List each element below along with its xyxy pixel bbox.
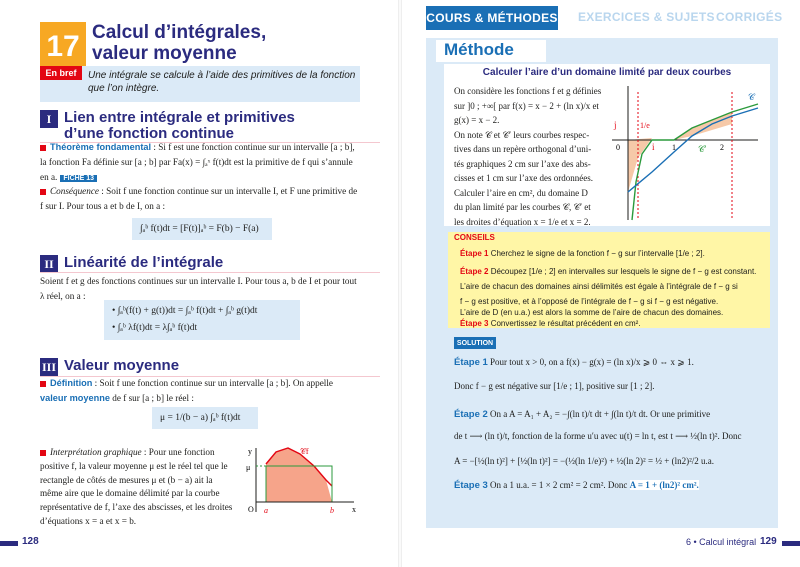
problem-text	[454, 84, 610, 229]
graph-label-cf: 𝒞f	[300, 447, 309, 456]
solution-line: A = −[½(ln t)²] + [½(ln t)²] = −(½(ln 1/e)²) + ½(ln 2)² = ½ + (ln2)²/2 u.a.	[454, 456, 715, 466]
formula-linearity	[104, 300, 300, 340]
graph-label-o: O	[248, 505, 254, 514]
section-title-2: Linéarité de l’intégrale	[64, 254, 224, 271]
chapter-footer: 6 • Calcul intégral	[686, 537, 757, 547]
section-badge-2: II	[40, 255, 58, 273]
graph-label-y: y	[248, 447, 252, 456]
en-bref-text: Une intégrale se calcule à l’aide des primitives de la fonction que l’on intègre.	[88, 70, 356, 94]
problem-line: tives dans un repère orthogonal d’uni-	[454, 144, 592, 154]
conseil-line: Étape 3 Convertissez le résultat précédent en cm².	[460, 319, 641, 328]
conseil-line: L’aire de D (en u.a.) est alors la somme de l’aire de chacun des domaines.	[460, 308, 724, 317]
section-title-1-line-1: Lien entre intégrale et primitives	[64, 109, 295, 126]
interpretation-text: : Pour une fonction positive f, la valeur moyenne μ est le réel tel que le rectangle de côtés de mesures μ et (b − a) ait la même aire que le domaine délimité par la courbe représentative de f, l’axe des abscisses, et les droites d’équations x = a et x = b.	[40, 447, 233, 526]
definition-term: valeur moyenne	[40, 393, 110, 403]
graph-label-one: 1	[672, 143, 676, 152]
problem-line: sur ]0 ; +∞[ par f(x) = x − 2 + (ln x)/x et	[454, 100, 599, 111]
solution-line: Étape 2 On a A = A₁ + A₂ = −∫(ln t)/t dt + ∫(ln t)/t dt. Or une primitive	[454, 409, 711, 420]
graph-label-inv-e: 1/e	[640, 121, 650, 130]
section-badge-3: III	[40, 358, 58, 376]
graph-label-x: x	[352, 505, 356, 514]
graph-label-zero: 0	[616, 143, 620, 152]
problem-line: Calculer l’aire en cm², du domaine D	[454, 187, 588, 198]
curve-c	[632, 104, 758, 220]
section-title-1-line-2: d’une fonction continue	[64, 125, 234, 142]
formula-fundamental: ∫ₐᵇ f(t)dt = [F(t)]ₐᵇ = F(b) − F(a)	[132, 218, 272, 240]
conseils-label: CONSEILS	[454, 233, 495, 242]
chapter-title-line-2: valeur moyenne	[92, 43, 237, 64]
graph-label-c: 𝒞	[748, 92, 755, 102]
consequence-label: Conséquence	[50, 186, 99, 196]
problem-line: On note 𝒞 et 𝒞′ leurs courbes respec-	[454, 129, 590, 140]
curves-graph	[612, 82, 762, 222]
problem-line: On considère les fonctions f et g définies	[454, 86, 602, 96]
consequence-text: : Soit f une fonction continue sur un intervalle I, et F une primitive de f sur I. Pour tous a et b de I, on a :	[40, 186, 358, 211]
conseil-line: f − g est positive, et à l’opposé de l’intégrale de f − g si f − g est négative.	[460, 297, 719, 306]
solution-line: Donc f − g est négative sur [1/e ; 1], positive sur [1 ; 2].	[454, 381, 655, 391]
definition-text: : Soit f une fonction continue sur un intervalle [a ; b]. On appelle	[92, 378, 333, 388]
graph-label-two: 2	[720, 143, 724, 152]
consequence-paragraph	[40, 184, 362, 214]
chapter-title	[92, 22, 352, 64]
section-divider	[40, 272, 380, 273]
solution-line: de t ⟶ (ln t)/t, fonction de la forme u′u avec u(t) = ln t, est t ⟶ ½(ln t)². Donc	[454, 431, 742, 441]
solution-line: Étape 3 On a 1 u.a. = 1 × 2 cm² = 2 cm². Donc A = 1 + (ln2)² cm².	[454, 480, 699, 491]
formula-mean: μ = 1/(b − a) ∫ₐᵇ f(t)dt	[152, 407, 258, 429]
definition-text-2: de f sur [a ; b] le réel :	[109, 393, 194, 403]
graph-label-c-prime: 𝒞′	[698, 144, 707, 154]
conseil-line: Étape 1 Cherchez le signe de la fonction f − g sur l’intervalle [1/e ; 2].	[460, 249, 705, 258]
page-number-right: 129	[760, 536, 777, 547]
section-title-3: Valeur moyenne	[64, 357, 180, 374]
chapter-number: 17	[40, 22, 86, 72]
footer-bar	[0, 541, 18, 546]
interpretation-label: Interprétation graphique	[50, 447, 142, 457]
bullet-square-icon	[40, 381, 46, 387]
problem-line: g(x) = x − 2.	[454, 115, 500, 125]
theorem-text: : Si f est une fonction continue sur un intervalle [a ; b], la fonction Fa définie sur [a ; b] par Fa(x) = ∫ₐˣ f(t)dt est la primitive de f qui s’annule en a.	[40, 142, 355, 182]
problem-line: cisses et 1 cm sur l’axe des ordonnées.	[454, 173, 593, 183]
en-bref-label: En bref	[40, 66, 82, 80]
interpretation-paragraph	[40, 446, 236, 529]
definition-label: Définition	[50, 378, 93, 388]
bullet-square-icon	[40, 450, 46, 456]
bullet-square-icon	[40, 145, 46, 151]
graph-label-b: b	[330, 506, 334, 515]
problem-line: du plan limité par les courbes 𝒞, 𝒞′ et	[454, 202, 591, 212]
fiche-link[interactable]: FICHE 13	[60, 175, 97, 182]
theorem-paragraph	[40, 140, 362, 185]
problem-title: Calculer l’aire d’un domaine limité par deux courbes	[482, 67, 732, 78]
definition-paragraph	[40, 376, 362, 406]
conseil-line: L’aire de chacun des domaines ainsi délimités est égale à l’intégrale de f − g si	[460, 282, 738, 291]
book-gutter	[398, 0, 402, 567]
section-title-1	[64, 110, 295, 142]
tab-exercices-sujets[interactable]: EXERCICES & SUJETS	[578, 10, 715, 24]
problem-line: tés graphiques 2 cm sur l’axe des abs-	[454, 158, 591, 169]
formula-linearity-2: • ∫ₐᵇ λf(t)dt = λ∫ₐᵇ f(t)dt	[112, 323, 198, 333]
methode-title: Méthode	[436, 40, 546, 62]
linearity-paragraph: Soient f et g des fonctions continues sur un intervalle I. Pour tous a, b de I et pour tout λ réel, on a :	[40, 276, 357, 301]
problem-line: les droites d’équation x = 1/e et x = 2.	[454, 216, 591, 227]
section-badge-1: I	[40, 110, 58, 128]
graph-label-a: a	[264, 506, 268, 515]
conseil-line: Étape 2 Découpez [1/e ; 2] en intervalles sur lesquels le signe de f − g est constant.	[460, 267, 757, 276]
tab-corriges[interactable]: CORRIGÉS	[716, 10, 783, 24]
page-number-left: 128	[22, 536, 39, 547]
solution-line: Étape 1 Pour tout x > 0, on a f(x) − g(x) = (ln x)/x ⩾ 0 ⇔ x ⩾ 1.	[454, 357, 694, 368]
bullet-square-icon	[40, 189, 46, 195]
mean-value-graph	[244, 446, 362, 520]
graph-label-mu: μ	[246, 463, 251, 472]
formula-linearity-1: • ∫ₐᵇ(f(t) + g(t))dt = ∫ₐᵇ f(t)dt + ∫ₐᵇ g(t)dt	[112, 306, 258, 316]
graph-label-i: i	[652, 142, 655, 152]
final-answer: A = 1 + (ln2)² cm².	[629, 480, 699, 490]
solution-label: SOLUTION	[454, 337, 496, 349]
graph-label-j: j	[614, 120, 617, 130]
chapter-title-line-1: Calcul d’intégrales,	[92, 22, 267, 43]
footer-bar	[782, 541, 800, 546]
tab-cours-methodes[interactable]: COURS & MÉTHODES	[426, 6, 558, 30]
theorem-label: Théorème fondamental	[50, 142, 152, 152]
